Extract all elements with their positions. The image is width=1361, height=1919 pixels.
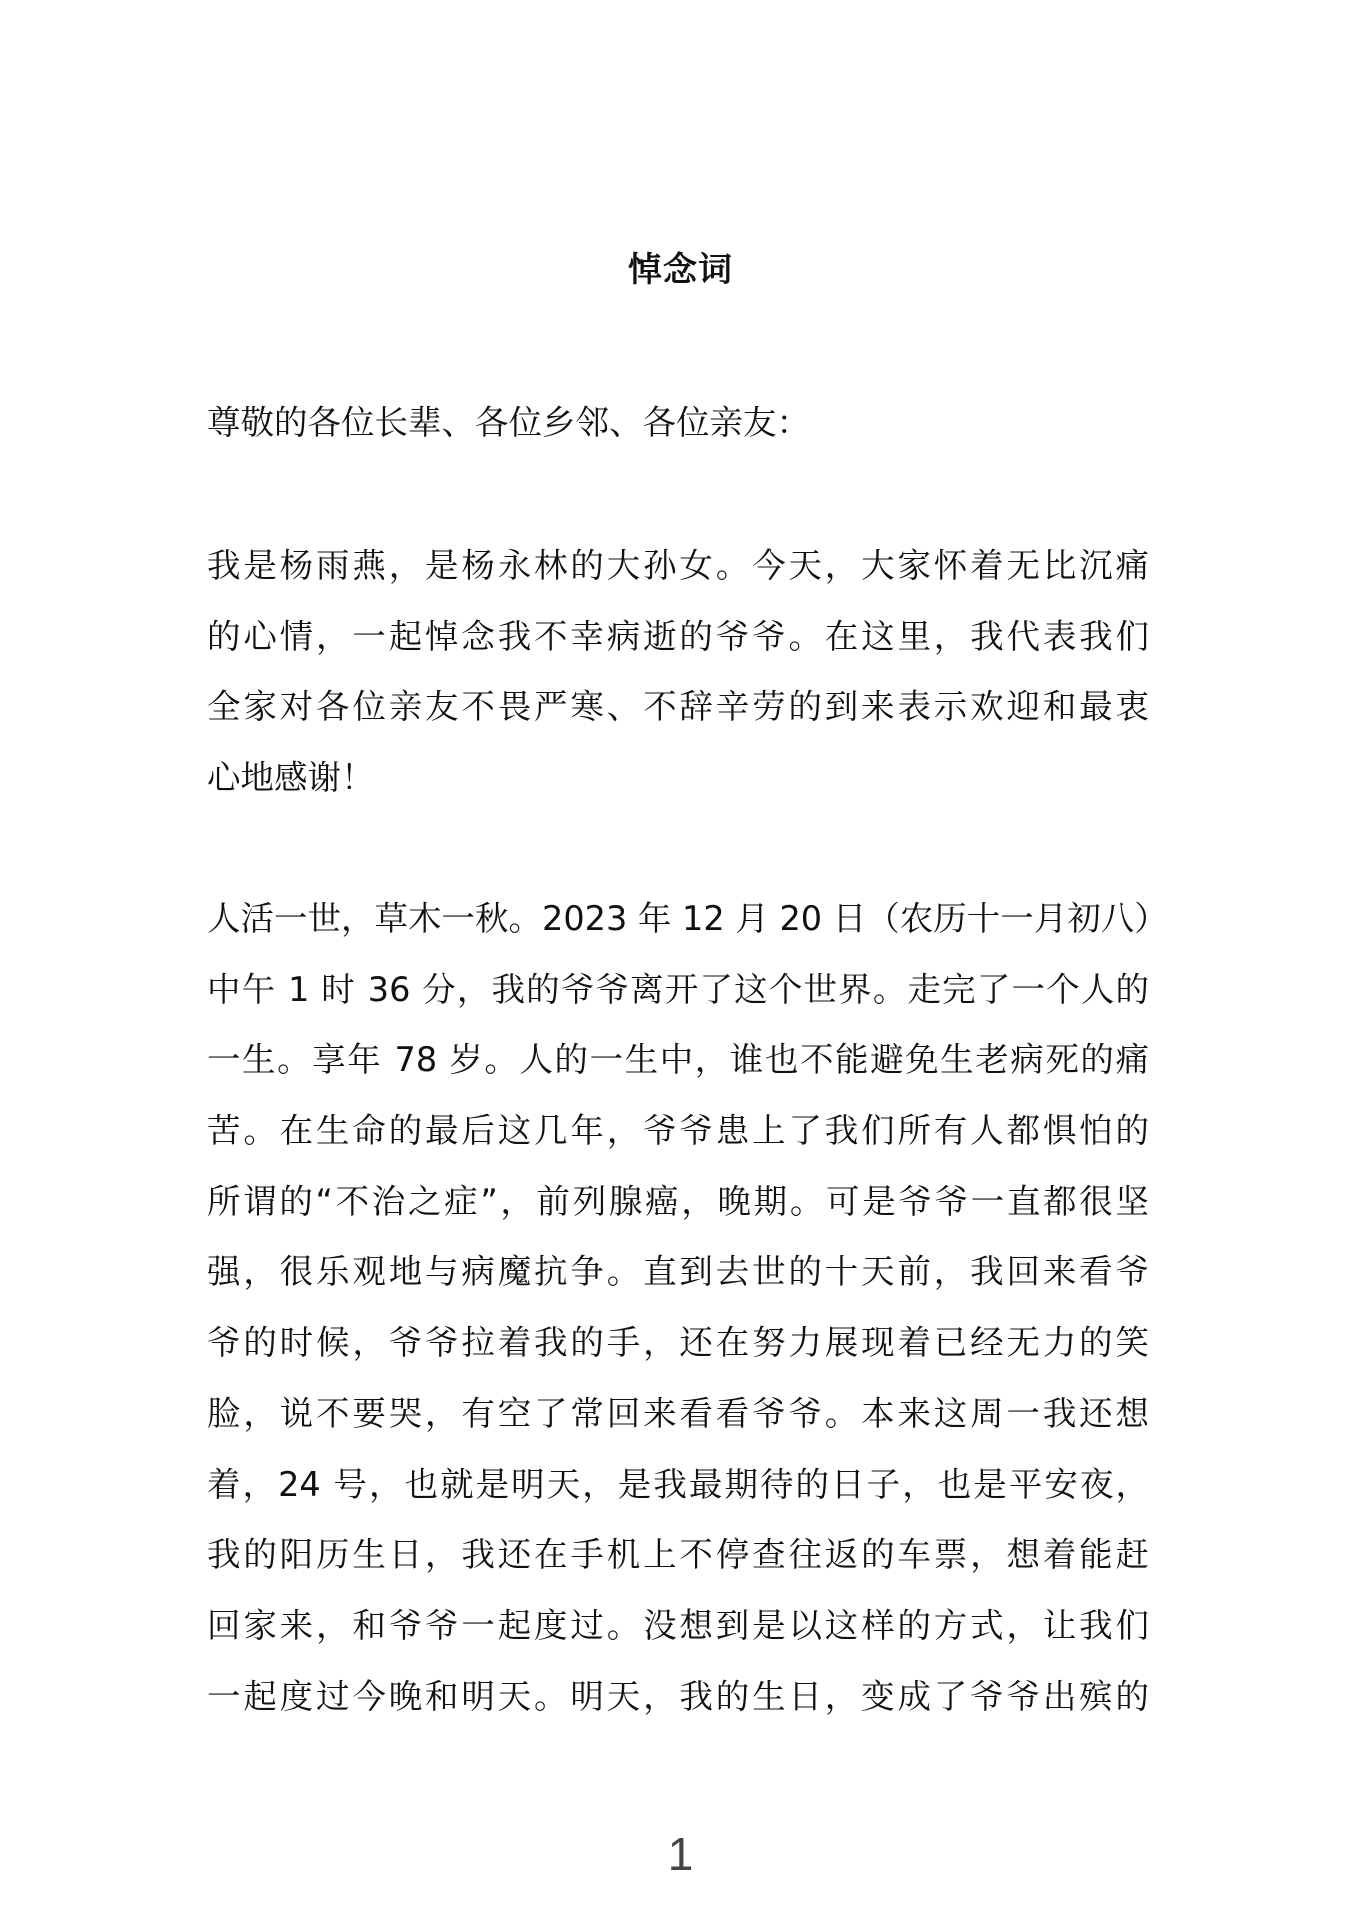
paragraph-line: 心地感谢！	[207, 758, 375, 798]
paragraph-line: 回家来，和爷爷一起度过。没想到是以这样的方式，让我们	[207, 1605, 1149, 1645]
paragraph-line: 一生。享年 78 岁。人的一生中，谁也不能避免生老病死的痛	[207, 1040, 1149, 1080]
paragraph-line: 着，24 号，也就是明天，是我最期待的日子，也是平安夜，	[207, 1464, 1149, 1504]
page-number: 1	[667, 1828, 694, 1880]
paragraph-line: 我的阳历生日，我还在手机上不停查往返的车票，想着能赶	[207, 1535, 1149, 1575]
paragraph-line: 一起度过今晚和明天。明天，我的生日，变成了爷爷出殡的	[207, 1676, 1149, 1716]
paragraph-line: 苦。在生命的最后这几年，爷爷患上了我们所有人都惧怕的	[207, 1111, 1149, 1151]
paragraph-line: 全家对各位亲友不畏严寒、不辞辛劳的到来表示欢迎和最衷	[207, 687, 1149, 727]
paragraph-line: 爷的时候，爷爷拉着我的手，还在努力展现着已经无力的笑	[207, 1323, 1149, 1363]
paragraph-line: 中午 1 时 36 分，我的爷爷离开了这个世界。走完了一个人的	[207, 969, 1149, 1009]
paragraph-line: 人活一世，草木一秋。2023 年 12 月 20 日（农历十一月初八）	[207, 899, 1168, 938]
paragraph-line: 所谓的“不治之症”，前列腺癌，晚期。可是爷爷一直都很坚	[207, 1181, 1149, 1221]
document-title: 悼念词	[628, 250, 733, 290]
paragraph-line: 强，很乐观地与病魔抗争。直到去世的十天前，我回来看爷	[207, 1252, 1149, 1292]
paragraph-line: 的心情，一起悼念我不幸病逝的爷爷。在这里，我代表我们	[207, 616, 1149, 656]
paragraph-2	[207, 884, 1168, 1732]
greeting	[207, 388, 1149, 459]
paragraph-line: 我是杨雨燕，是杨永林的大孙女。今天，大家怀着无比沉痛	[207, 546, 1149, 585]
paragraph-1	[207, 531, 1149, 814]
paragraph-line: 脸，说不要哭，有空了常回来看看爷爷。本来这周一我还想	[207, 1393, 1149, 1433]
greeting-line: 尊敬的各位长辈、各位乡邻、各位亲友：	[207, 403, 810, 442]
